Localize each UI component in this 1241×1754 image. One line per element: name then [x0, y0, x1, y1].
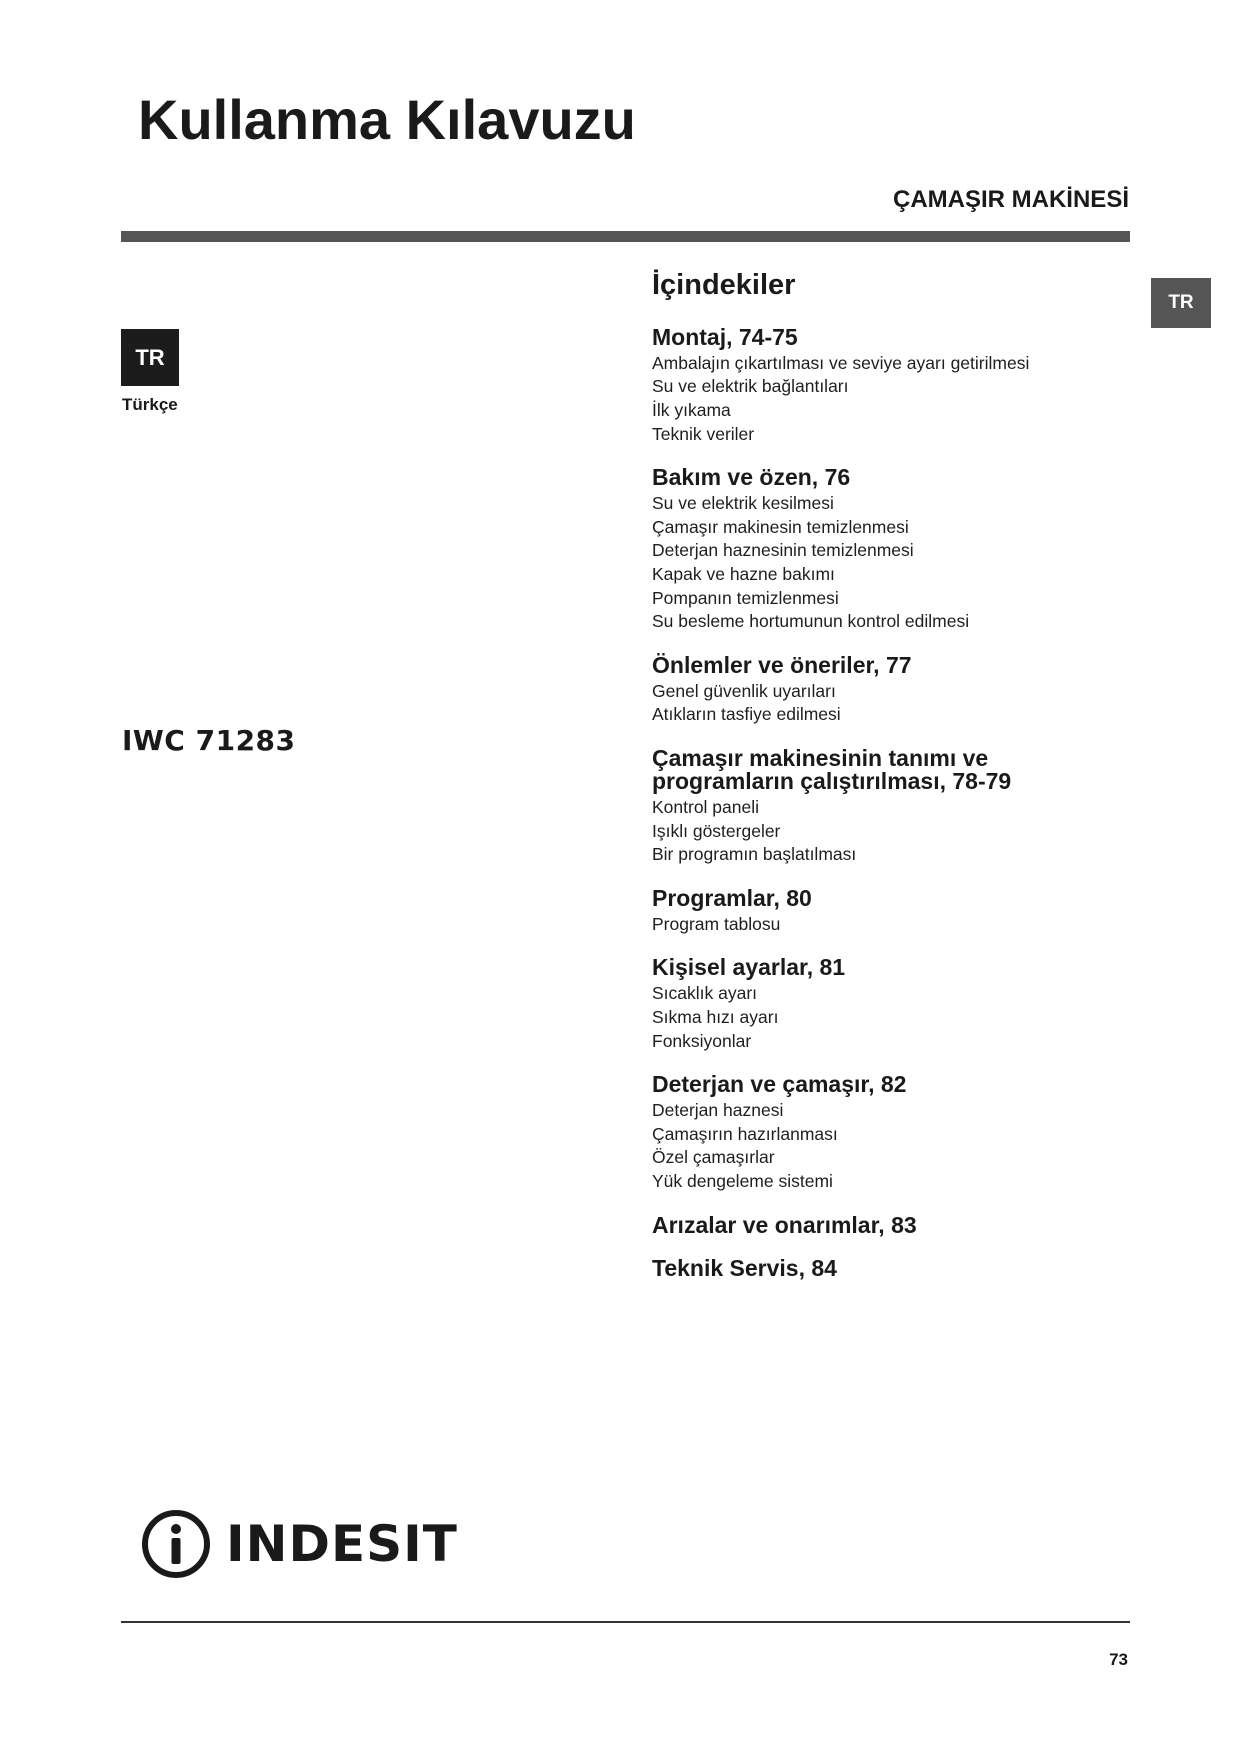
header-divider — [121, 231, 1130, 242]
language-side-tab: TR — [1151, 278, 1211, 328]
toc-item: Çamaşır makinesin temizlenmesi — [652, 516, 909, 537]
toc-item: İlk yıkama — [652, 400, 731, 421]
toc-sections — [652, 323, 1112, 1281]
toc-item: Kapak ve hazne bakımı — [652, 564, 835, 585]
toc-heading: İçindekiler — [652, 269, 796, 301]
toc-section-title: Programlar, 80 — [652, 884, 812, 911]
toc-section-title: Çamaşır makinesinin tanımı ve programların çalıştırılması, 78-79 — [652, 745, 1012, 795]
toc-section-title: Arızalar ve onarımlar, 83 — [652, 1211, 917, 1238]
brand-logo — [140, 1508, 458, 1580]
toc-item: Pompanın temizlenmesi — [652, 587, 839, 608]
toc-item: Genel güvenlik uyarıları — [652, 680, 836, 701]
toc-item: Sıkma hızı ayarı — [652, 1006, 779, 1027]
toc-item: Su besleme hortumunun kontrol edilmesi — [652, 611, 970, 632]
language-badge: TR — [121, 329, 179, 386]
toc-section-title: Teknik Servis, 84 — [652, 1254, 837, 1281]
toc-item: Işıklı göstergeler — [652, 820, 781, 841]
language-name: Türkçe — [122, 395, 178, 414]
toc-section-title: Önlemler ve öneriler, 77 — [652, 651, 912, 678]
toc-item: Deterjan haznesinin temizlenmesi — [652, 540, 914, 561]
footer-divider — [121, 1621, 1130, 1623]
product-category: ÇAMAŞIR MAKİNESİ — [892, 186, 1129, 213]
toc-section-title: Kişisel ayarlar, 81 — [652, 954, 846, 981]
toc-item-list — [652, 796, 1112, 867]
table-of-contents — [652, 270, 1112, 1300]
toc-item: Özel çamaşırlar — [652, 1147, 775, 1168]
toc-item: Atıkların tasfiye edilmesi — [652, 704, 841, 725]
toc-item: Ambalajın çıkartılması ve seviye ayarı getirilmesi — [652, 352, 1030, 373]
page-title: Kullanma Kılavuzu — [138, 88, 636, 151]
page-number: 73 — [1109, 1650, 1128, 1669]
toc-section — [652, 1254, 1112, 1281]
toc-section-title: Deterjan ve çamaşır, 82 — [652, 1071, 907, 1098]
toc-item-list — [652, 352, 1112, 446]
toc-item: Yük dengeleme sistemi — [652, 1170, 833, 1191]
toc-item: Deterjan haznesi — [652, 1100, 784, 1121]
toc-item-list — [652, 492, 1112, 634]
toc-section — [652, 651, 1112, 727]
toc-item: Su ve elektrik bağlantıları — [652, 376, 849, 397]
toc-item: Program tablosu — [652, 913, 781, 934]
toc-section — [652, 323, 1112, 446]
toc-section-title: Bakım ve özen, 76 — [652, 464, 851, 491]
toc-item-list — [652, 1099, 1112, 1193]
toc-item: Su ve elektrik kesilmesi — [652, 493, 834, 514]
toc-section — [652, 884, 1112, 937]
model-number: IWC 71283 — [122, 724, 296, 757]
brand-name: INDESIT — [226, 1515, 458, 1573]
toc-section — [652, 1211, 1112, 1238]
toc-section — [652, 1073, 1112, 1193]
toc-item-list — [652, 680, 1112, 727]
indesit-logo-icon — [140, 1508, 212, 1580]
toc-section — [652, 747, 1112, 867]
toc-item: Fonksiyonlar — [652, 1030, 752, 1051]
toc-section — [652, 466, 1112, 634]
toc-item: Teknik veriler — [652, 423, 755, 444]
toc-item: Çamaşırın hazırlanması — [652, 1123, 838, 1144]
toc-item: Kontrol paneli — [652, 797, 760, 818]
toc-item-list — [652, 982, 1112, 1053]
toc-section-title: Montaj, 74-75 — [652, 323, 798, 350]
toc-item-list — [652, 913, 1112, 937]
toc-section — [652, 956, 1112, 1053]
toc-item: Sıcaklık ayarı — [652, 983, 758, 1004]
toc-item: Bir programın başlatılması — [652, 844, 857, 865]
